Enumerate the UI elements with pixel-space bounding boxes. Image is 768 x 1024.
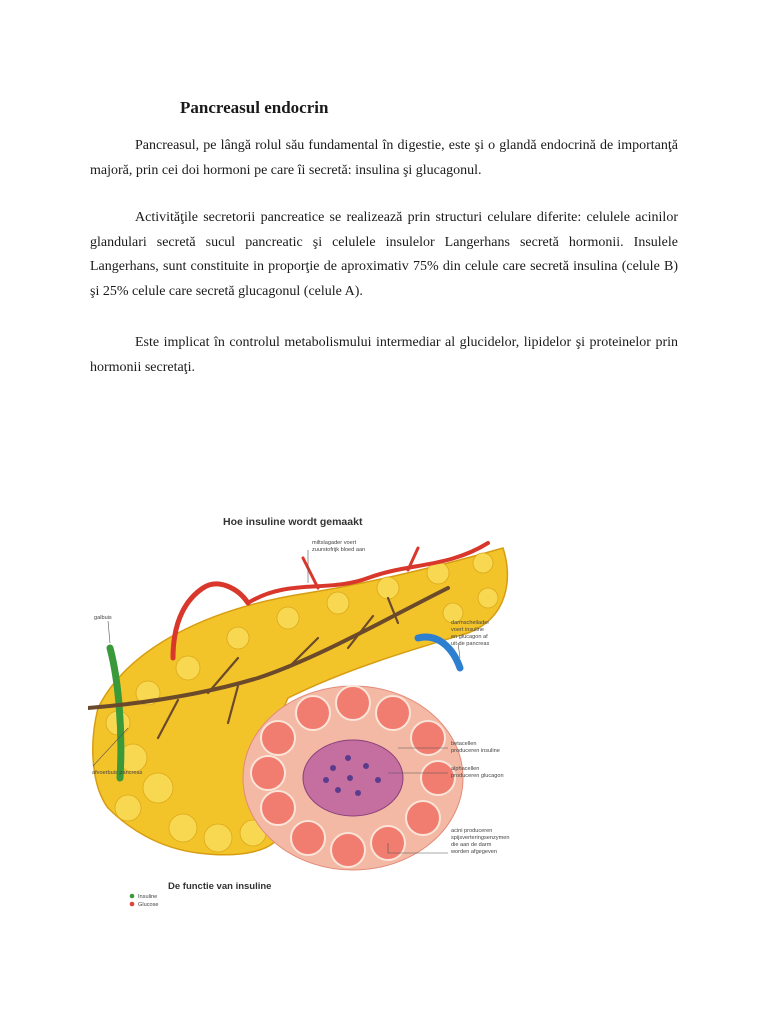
label-beta-1: betacellen [451,741,477,747]
legend-glucose-dot [130,902,135,907]
label-bile-duct: galbuis [94,615,112,621]
label-portal-3: en glucagon af [451,634,488,640]
label-portal-1: darmscheilader [451,620,490,626]
legend-insuline: Insuline [138,894,158,900]
label-acini-2: spijsverteringsenzymen [451,835,510,841]
paragraph-1: Pancreasul, pe lângă rolul său fundamental în digestie, este şi o glandă endocrină de importanţă majoră, prin cei doi hormoni pe care îi secretă: insulina şi glucagonul. [90,138,678,178]
label-alpha-1: alphacellen [451,766,480,772]
paragraph-3: Este implicat în controlul metabolismului intermediar al glucidelor, lipidelor şi proteinelor prin hormonii secretaţi. [90,335,678,375]
label-beta-2: produceren insuline [451,748,500,754]
figure-subtitle: De functie van insuline [168,881,272,892]
label-portal-4: uit de pancreas [451,641,490,647]
document-title: Pancreasul endocrin [180,98,329,117]
islet-cross-section [243,686,463,870]
paragraph-2: Activităţile secretorii pancreatice se realizează prin structuri celulare diferite: celulele acinilor glandulari secretă sucul pancreatic şi celulele insulelor Langerhans secretă hormonii. Insulele Langerhans, sunt constituite in proporţie de aproximativ 75% din celule care secretă insulina (celule B) şi 25% celule care secretă glucagonul (celule A). [90,210,678,299]
legend-glucose: Glucose [138,902,159,908]
figure-title: Hoe insuline wordt gemaakt [223,516,363,528]
label-acini-1: acini produceren [451,828,493,834]
label-portal-2: voert insuline [451,627,484,633]
label-alpha-2: produceren glucagon [451,773,504,779]
label-acini-3: die aan de darm [451,842,492,848]
label-artery-1: miltslagader voert [312,540,357,546]
label-acini-4: worden afgegeven [451,849,498,855]
label-artery-2: zuurstofrijk bloed aan [312,547,366,553]
pancreas-illustration [88,508,588,918]
legend-insuline-dot [130,894,135,899]
label-pancreatic-duct: afvoerbuis pancreas [92,770,143,776]
